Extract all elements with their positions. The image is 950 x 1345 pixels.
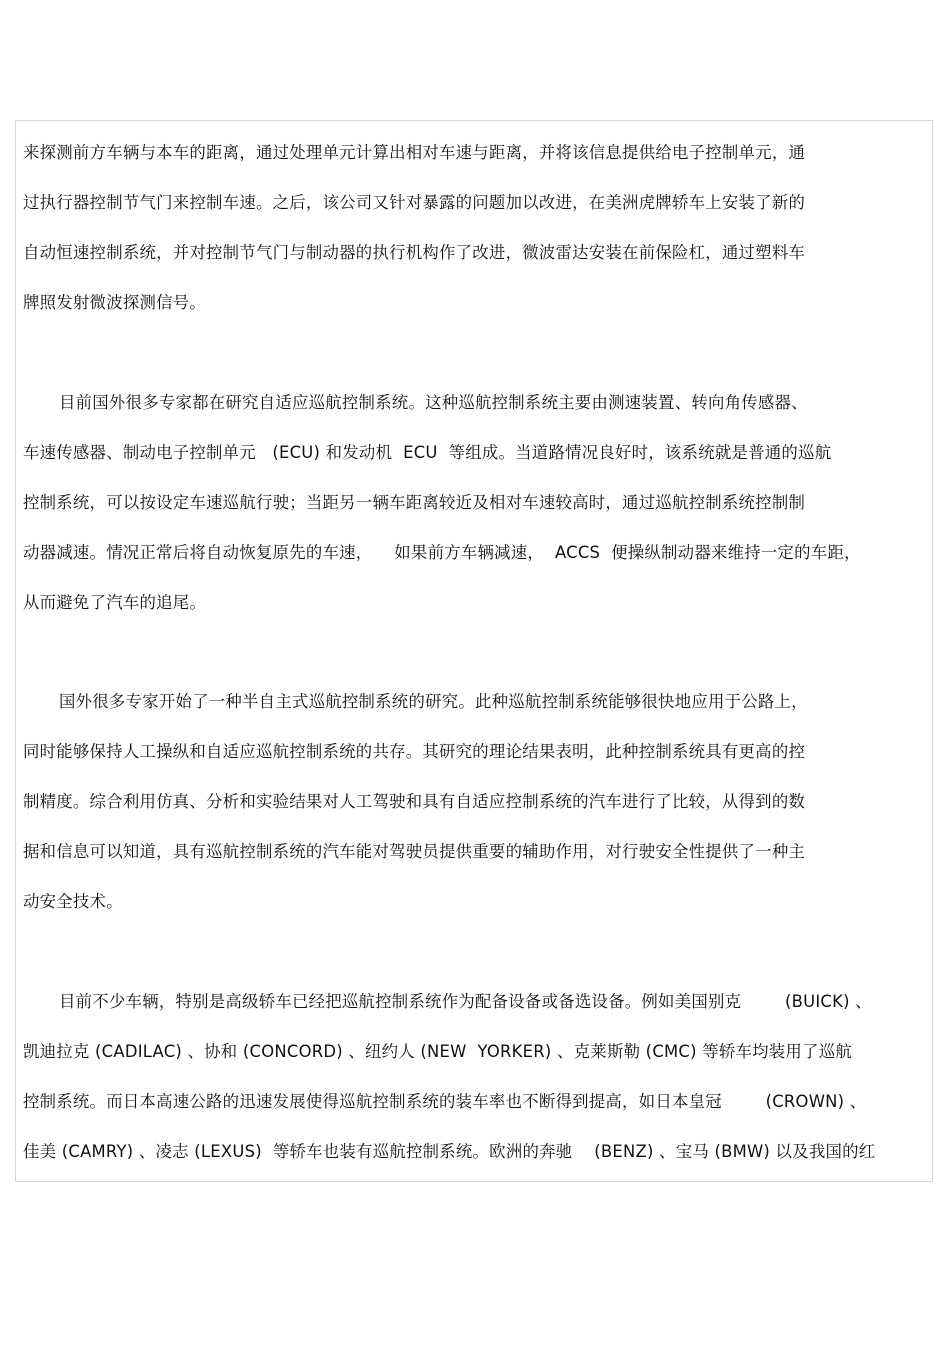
text-line: 从而避免了汽车的追尾。 bbox=[23, 593, 207, 612]
text-line: 牌照发射微波探测信号。 bbox=[23, 293, 207, 312]
text-line: 同时能够保持人工操纵和自适应巡航控制系统的共存。其研究的理论结果表明，此种控制系统具有更高的控 bbox=[23, 742, 806, 761]
text-line: 目前国外很多专家都在研究自适应巡航控制系统。这种巡航控制系统主要由测速装置、转向角传感器、 bbox=[59, 393, 808, 412]
text-line: 凯迪拉克 (CADILAC) 、协和 (CONCORD) 、纽约人 (NEW YORKER) 、克莱斯勒 (CMC) 等轿车均装用了巡航 bbox=[23, 1042, 852, 1061]
text-line: 车速传感器、制动电子控制单元 (ECU) 和发动机 ECU 等组成。当道路情况良好时，该系统就是普通的巡航 bbox=[23, 443, 832, 462]
page-frame bbox=[15, 120, 933, 1182]
text-line: 控制系统，可以按设定车速巡航行驶；当距另一辆车距离较近及相对车速较高时，通过巡航控制系统控制制 bbox=[23, 493, 806, 512]
text-line: 自动恒速控制系统，并对控制节气门与制动器的执行机构作了改进，微波雷达安装在前保险杠，通过塑料车 bbox=[23, 243, 806, 262]
text-line: 控制系统。而日本高速公路的迅速发展使得巡航控制系统的装车率也不断得到提高，如日本皇冠 (CROWN) 、 bbox=[23, 1092, 867, 1111]
text-line: 佳美 (CAMRY) 、凌志 (LEXUS) 等轿车也装有巡航控制系统。欧洲的奔驰 (BENZ) 、宝马 (BMW) 以及我国的红 bbox=[23, 1142, 876, 1161]
text-line: 目前不少车辆，特别是高级轿车已经把巡航控制系统作为配备设备或备选设备。例如美国别克 (BUICK) 、 bbox=[59, 992, 872, 1011]
text-line: 动器减速。情况正常后将自动恢复原先的车速， 如果前方车辆减速， ACCS 便操纵制动器来维持一定的车距， bbox=[23, 543, 861, 562]
text-line: 国外很多专家开始了一种半自主式巡航控制系统的研究。此种巡航控制系统能够很快地应用于公路上， bbox=[59, 692, 808, 711]
text-line: 过执行器控制节气门来控制车速。之后，该公司又针对暴露的问题加以改进，在美洲虎牌轿车上安装了新的 bbox=[23, 193, 806, 212]
text-line: 据和信息可以知道，具有巡航控制系统的汽车能对驾驶员提供重要的辅助作用，对行驶安全性提供了一种主 bbox=[23, 842, 806, 861]
text-line: 动安全技术。 bbox=[23, 892, 123, 911]
text-line: 制精度。综合利用仿真、分析和实验结果对人工驾驶和具有自适应控制系统的汽车进行了比较，从得到的数 bbox=[23, 792, 806, 811]
text-line: 来探测前方车辆与本车的距离，通过处理单元计算出相对车速与距离，并将该信息提供给电子控制单元，通 bbox=[23, 143, 806, 162]
